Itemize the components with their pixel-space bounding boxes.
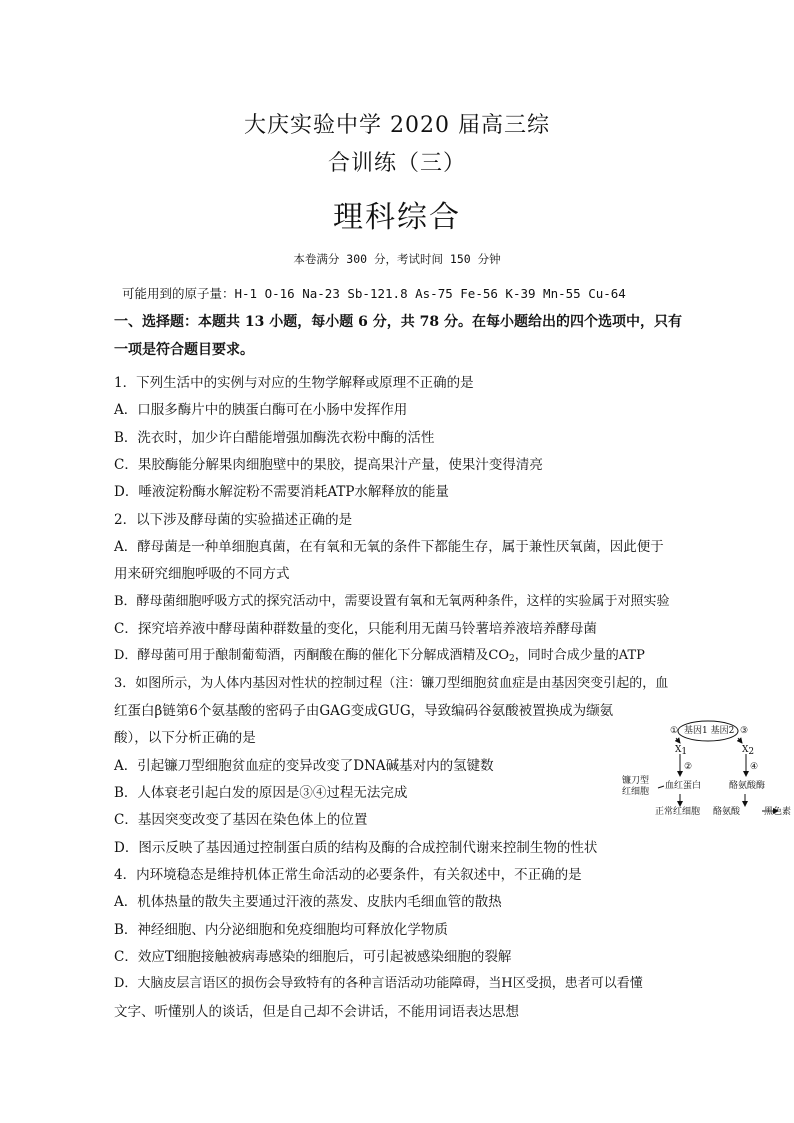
q3-stem-line2: 红蛋白β链第6个氨基酸的密码子由GAG变成GUG，导致编码谷氨酸被置换成为缬氨 <box>114 703 614 719</box>
label-tyrosinase: 酪氨酸酶 <box>729 781 766 791</box>
q3-option-a: A．引起镰刀型细胞贫血症的变异改变了DNA碱基对内的氢键数 <box>114 758 494 774</box>
q3-stem-line3: 酸），以下分析正确的是 <box>114 730 256 746</box>
label-step3: ③ <box>740 726 749 736</box>
label-sickle-cell-1: 镰刀型 <box>622 776 650 786</box>
label-step4: ④ <box>750 762 759 772</box>
q4-option-b: B．神经细胞、内分泌细胞和免疫细胞均可释放化学物质 <box>114 922 448 938</box>
exam-title-line1: 大庆实验中学 2020 届高三综 <box>244 113 550 138</box>
q1-stem: 1．下列生活中的实例与对应的生物学解释或原理不正确的是 <box>114 375 474 391</box>
label-genes: 基因1 基因2 <box>684 726 735 736</box>
label-step2: ② <box>684 762 693 772</box>
section-heading-line2: 一项是符合题目要求。 <box>114 342 254 358</box>
q3-option-c: C．基因突变改变了基因在染色体上的位置 <box>114 812 368 828</box>
section-heading-line1: 一、选择题：本题共 13 小题，每小题 6 分，共 78 分。在每小题给出的四个选项中，只有 <box>114 314 682 330</box>
q2-option-c: C．探究培养液中酵母菌种群数量的变化，只能利用无菌马铃薯培养液培养酵母菌 <box>114 621 597 637</box>
q1-option-b: B．洗衣时，加少许白醋能增强加酶洗衣粉中酶的活性 <box>114 430 435 446</box>
q2-option-a-cont: 用来研究细胞呼吸的不同方式 <box>114 566 290 582</box>
q2-option-a: A．酵母菌是一种单细胞真菌，在有氧和无氧的条件下都能生存，属于兼性厌氧菌，因此便于 <box>114 539 664 555</box>
q3-option-b: B．人体衰老引起白发的原因是③④过程无法完成 <box>114 785 408 801</box>
label-x1: X1 <box>675 745 688 757</box>
arrow-sickle-link <box>658 786 664 788</box>
q3-stem-line1: 3．如图所示，为人体内基因对性状的控制过程（注：镰刀型细胞贫血症是由基因突变引起的，血 <box>114 676 669 691</box>
q4-option-d: D．大脑皮层言语区的损伤会导致特有的各种言语活动功能障碍，当H区受损，患者可以看懂 <box>114 976 643 991</box>
q1-option-a: A．口服多酶片中的胰蛋白酶可在小肠中发挥作用 <box>114 402 408 418</box>
arrow-to-x2 <box>738 738 742 743</box>
label-melanin: 黑色素 <box>764 807 792 817</box>
subject-title: 理科综合 <box>333 200 461 235</box>
gene-control-diagram <box>614 714 794 832</box>
q1-option-d: D．唾液淀粉酶水解淀粉不需要消耗ATP水解释放的能量 <box>114 484 449 500</box>
q4-option-a: A．机体热量的散失主要通过汗液的蒸发、皮肤内毛细血管的散热 <box>114 894 502 910</box>
label-normal-rbc: 正常红细胞 <box>655 807 701 817</box>
atomic-masses: 可能用到的原子量：H-1 O-16 Na-23 Sb-121.8 As-75 Fe-56 K-39 Mn-55 Cu-64 <box>122 286 626 301</box>
label-sickle-cell-2: 红细胞 <box>622 787 650 797</box>
label-step1: ① <box>670 726 679 736</box>
exam-title-line2: 合训练（三） <box>327 151 466 176</box>
label-tyrosine: 酪氨酸 <box>713 807 741 817</box>
q4-option-d-cont: 文字、听懂别人的谈话，但是自己却不会讲话，不能用词语表达思想 <box>114 1004 519 1020</box>
arrow-to-x1 <box>676 738 680 743</box>
label-x2: X2 <box>742 745 755 757</box>
exam-meta: 本卷满分 300 分，考试时间 150 分钟 <box>293 252 501 266</box>
q3-option-d: D．图示反映了基因通过控制蛋白质的结构及酶的合成控制代谢来控制生物的性状 <box>114 840 598 856</box>
q2-option-b: B．酵母菌细胞呼吸方式的探究活动中，需要设置有氧和无氧两种条件，这样的实验属于对照实验 <box>114 594 670 609</box>
q1-option-c: C．果胶酶能分解果肉细胞壁中的果胶，提高果汁产量，使果汁变得清亮 <box>114 457 543 473</box>
q2-option-d: D．酵母菌可用于酿制葡萄酒，丙酮酸在酶的催化下分解成酒精及$CO_2$，同时合成少量的ATP <box>114 648 645 664</box>
q4-stem: 4．内环境稳态是维持机体正常生命活动的必要条件，有关叙述中，不正确的是 <box>114 867 582 883</box>
q2-stem: 2．以下涉及酵母菌的实验描述正确的是 <box>114 512 353 528</box>
q4-option-c: C．效应T细胞接触被病毒感染的细胞后，可引起被感染细胞的裂解 <box>114 949 512 965</box>
label-hemoglobin: 血红蛋白 <box>665 781 702 791</box>
